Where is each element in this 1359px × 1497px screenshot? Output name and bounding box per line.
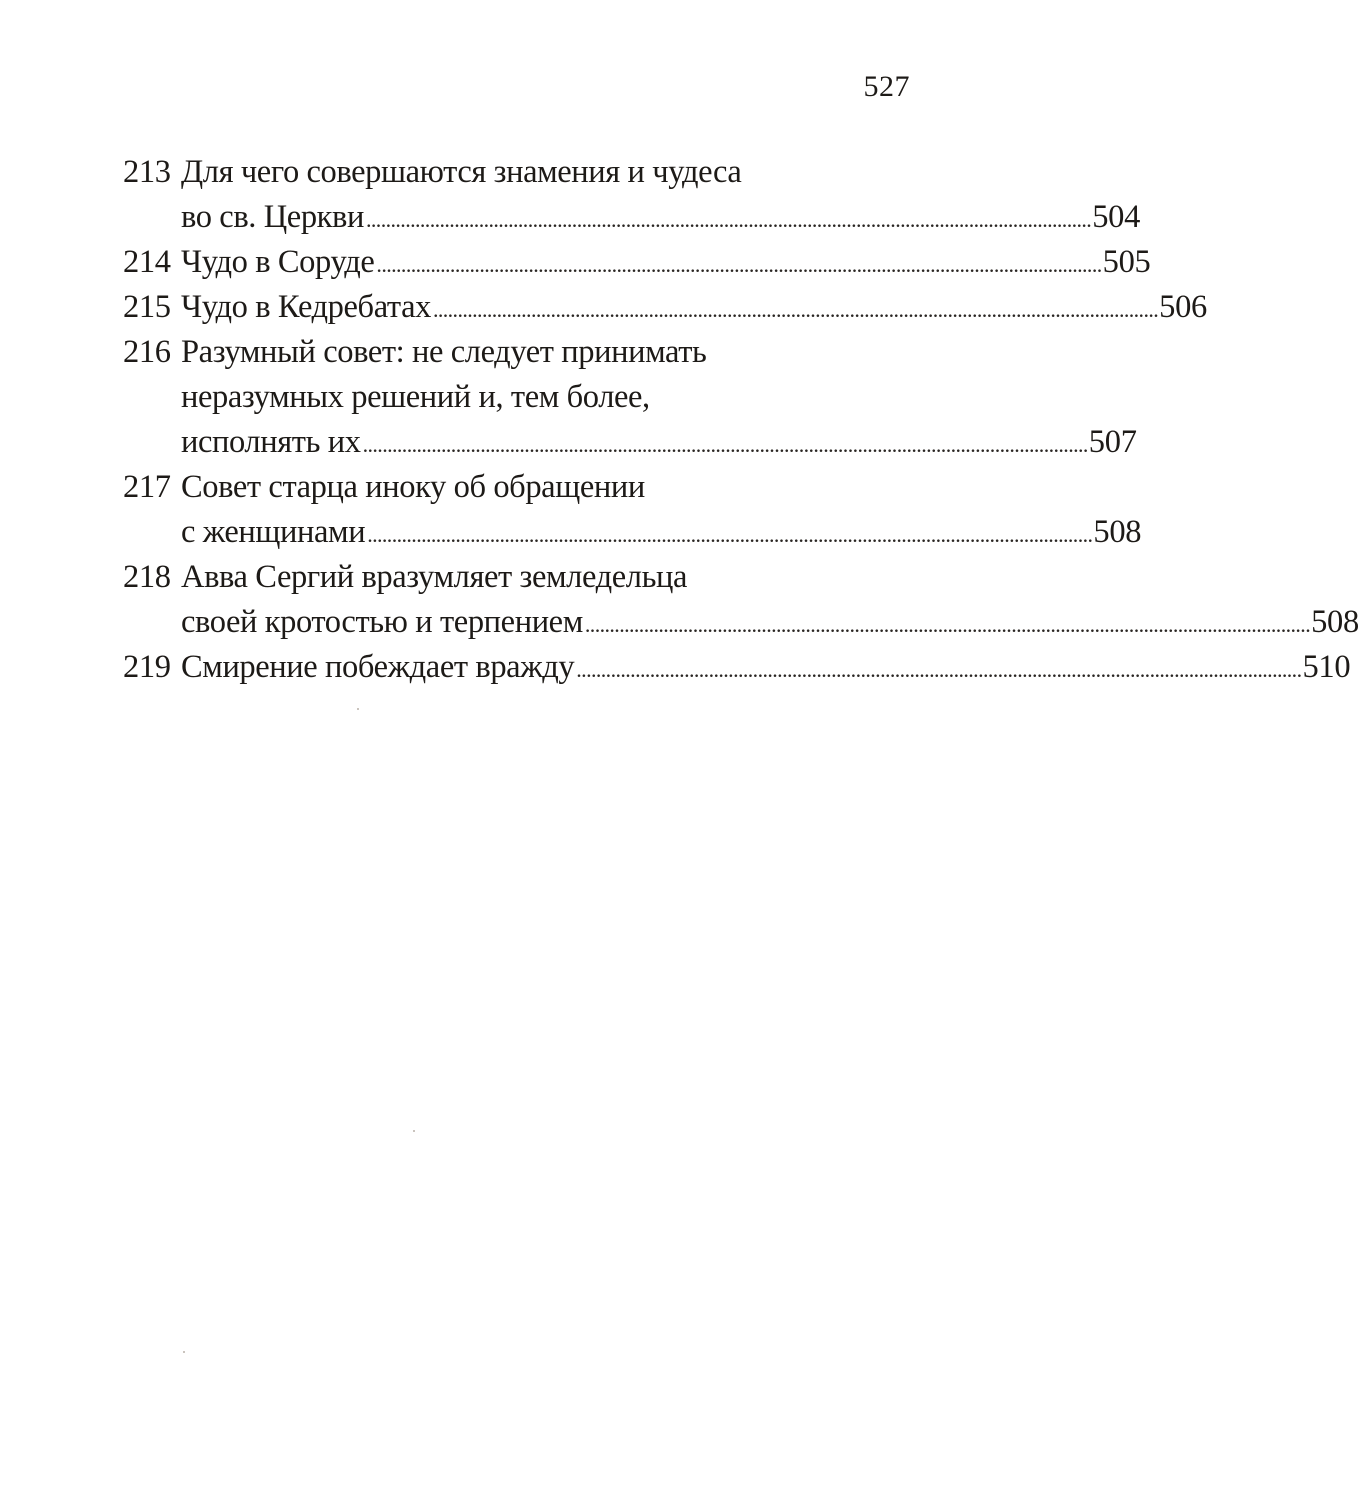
dot-leader: .................................................................................................................................................... [362,432,1088,457]
entry-title-line: Для чего совершаются знамения и чудеса [181,154,742,190]
paper-speck [357,708,359,710]
entry-title-line: неразумных решений и, тем более, [181,379,650,415]
page-number: 527 [863,70,910,103]
table-of-contents [123,150,1359,690]
paper-speck [413,1130,415,1132]
toc-line [123,285,1208,330]
dot-leader: .................................................................................................................................................... [584,612,1311,637]
entry-page: 504 [1092,199,1141,235]
dot-leader: .................................................................................................................................................... [376,252,1102,277]
toc-line [123,375,900,420]
toc-entry-213 [123,150,1141,240]
toc-entry-214 [123,240,1151,285]
toc-line [123,195,1141,240]
dot-leader: .................................................................................................................................................... [367,522,1093,547]
entry-number: 217 [123,469,171,505]
toc-line [123,420,1137,465]
entry-page: 505 [1102,244,1151,280]
entry-number: 219 [123,649,171,685]
dot-leader: .................................................................................................................................................... [366,207,1092,232]
toc-entry-217 [123,465,1142,555]
toc-line [123,510,1142,555]
entry-page: 508 [1093,514,1142,550]
entry-number: 215 [123,289,171,325]
entry-title-line: своей кротостью и терпением [181,604,583,640]
toc-line [123,600,1359,645]
entry-number: 214 [123,244,171,280]
entry-title-line: Авва Сергий вразумляет земледельца [181,559,688,595]
toc-line [123,465,900,510]
entry-title-line: Чудо в Соруде [181,244,375,280]
toc-entry-216 [123,330,1137,465]
paper-speck [183,1351,185,1353]
entry-number: 216 [123,334,171,370]
toc-line [123,150,900,195]
toc-line [123,240,1151,285]
entry-page: 507 [1088,424,1137,460]
entry-number: 218 [123,559,171,595]
toc-line [123,645,1351,690]
toc-entry-219 [123,645,1351,690]
entry-title-line: Смирение побеждает вражду [181,649,575,685]
entry-number: 213 [123,154,171,190]
dot-leader: .................................................................................................................................................... [576,657,1302,682]
entry-title-line: Разумный совет: не следует принимать [181,334,707,370]
entry-title-line: с женщинами [181,514,366,550]
entry-title-line: исполнять их [181,424,361,460]
entry-page: 510 [1302,649,1351,685]
entry-page: 508 [1311,604,1359,640]
toc-line [123,555,900,600]
entry-title-line: Совет старца иноку об обращении [181,469,645,505]
entry-page: 506 [1159,289,1208,325]
dot-leader: .................................................................................................................................................... [432,297,1159,322]
toc-line [123,330,900,375]
toc-entry-215 [123,285,1208,330]
toc-entry-218 [123,555,1359,645]
entry-title-line: во св. Церкви [181,199,364,235]
entry-title-line: Чудо в Кедребатах [181,289,431,325]
